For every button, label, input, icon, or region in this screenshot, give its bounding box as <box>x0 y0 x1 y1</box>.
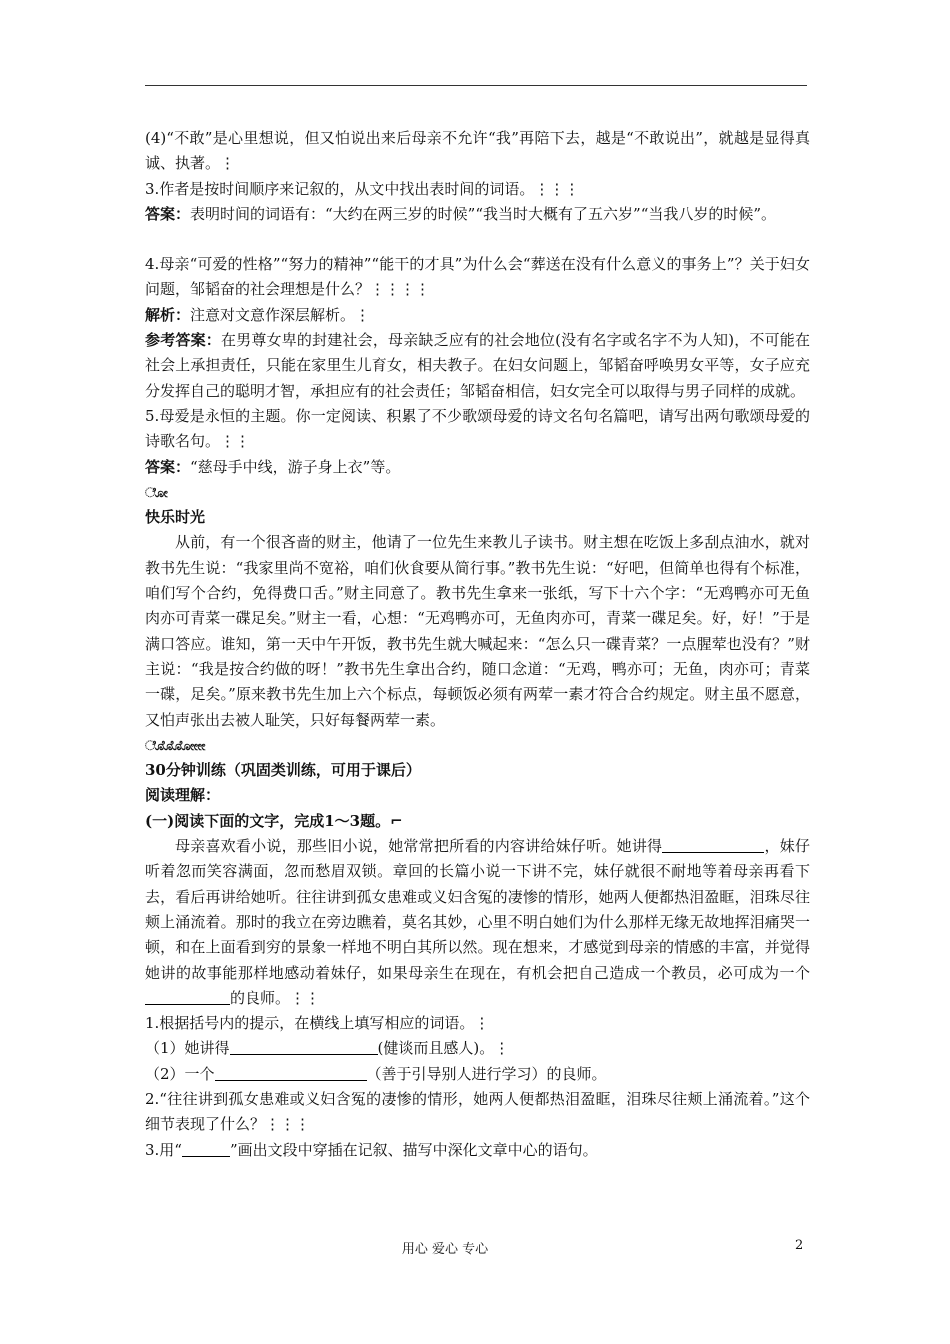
blank-line[interactable] <box>662 838 764 853</box>
reference-text: 在男尊女卑的封建社会，母亲缺乏应有的社会地位(没有名字或名字不为人知)，不可能在社会上承担责任，只能在家里生儿育女，相夫教子。在妇女问题上，邹韬奋呼唤男女平等，女子应充分发挥自己的聪明才智，承担应有的社会责任；邹韬奋相信，妇女完全可以取得与男子同样的成就。 <box>145 331 810 400</box>
footer-motto: 用心 爱心 专心 <box>401 1242 489 1257</box>
section-title-happy: 快乐时光 <box>145 508 206 527</box>
answer-label: 答案： <box>145 204 191 223</box>
analysis-4 <box>145 303 810 328</box>
question-4: 4.母亲“可爱的性格”“努力的精神”“能干的才具”为什么会“葬送在没有什么意义的事务上”？关于妇女问题，邹韬奋的社会理想是什么？⋮⋮⋮⋮ <box>145 255 810 299</box>
page-body <box>145 126 810 1163</box>
q3-item-4: (4)“不敢”是心里想说，但又怕说出来后母亲不允许“我”再陪下去，越是“不敢说出”，就越是显得真诚、执著。⋮ <box>145 129 810 173</box>
happy-story: 从前，有一个很吝啬的财主，他请了一位先生来教儿子读书。财主想在吃饭上多刮点油水，就对教书先生说：“我家里尚不宽裕，咱们伙食要从简行事。”教书先生说：“好吧，但简单也得有个标准，咱们写个合约，免得费口舌。”财主同意了。教书先生拿来一张纸，写下十六个字：“无鸡鸭亦可无鱼肉亦可青菜一碟足矣。”财主一看，心想：“无鸡鸭亦可，无鱼肉亦可，青菜一碟足矣。好，好！”于是满口答应。谁知，第一天中午开饭，教书先生就大喊起来：“怎么只一碟青菜？一点腥荤也没有？”财主说：“我是按合约做的呀！”教书先生拿出合约，随口念道：“无鸡，鸭亦可；无鱼，肉亦可；青菜一碟，足矣。”原来教书先生加上六个标点，每顿饭必须有两荤一素才符合合约规定。财主虽不愿意，又怕声张出去被人耻笑，只好每餐两荤一素。 <box>145 533 810 729</box>
part-1-heading: (一)阅读下面的文字，完成1～3题。⌐ <box>145 811 403 830</box>
answer-text: “慈母手中线，游子身上衣”等。 <box>190 457 401 476</box>
corner-mark-icon: ⌐ <box>390 811 403 830</box>
header-rule <box>145 85 807 86</box>
analysis-text: 注意对文意作深层解析。⋮ <box>190 305 371 324</box>
reference-label: 参考答案： <box>145 331 221 350</box>
blank-line[interactable] <box>230 1040 378 1055</box>
question-5: 5.母爱是永恒的主题。你一定阅读、积累了不少歌颂母爱的诗文名句名篇吧，请写出两句歌颂母爱的诗歌名句。⋮⋮ <box>145 406 810 451</box>
answer-text: 表明时间的词语有：“大约在两三岁的时候”“我当时大概有了五六岁”“当我八岁的时候”。 <box>190 204 777 223</box>
answer-label: 答案： <box>145 457 191 476</box>
section-title-training: 30分钟训练（巩固类训练，可用于课后） <box>145 761 421 780</box>
page-number: 2 <box>795 1238 804 1253</box>
question-3: 3.作者是按时间顺序来记叙的，从文中找出表时间的词语。⋮⋮⋮ <box>145 179 580 198</box>
blank-line[interactable] <box>145 990 230 1005</box>
blank-line[interactable] <box>215 1066 367 1081</box>
answer-3 <box>145 202 810 227</box>
exercise-1-2: （2）一个 （善于引导别人进行学习）的良师。 <box>145 1064 607 1083</box>
analysis-label: 解析： <box>145 305 191 324</box>
exercise-1-1: （1）她讲得 (健谈而且感人)。⋮ <box>145 1039 510 1058</box>
ornament-divider-2: ೋೋೋೋ <box>145 738 207 754</box>
reading-passage: 母亲喜欢看小说，那些旧小说，她常常把所看的内容讲给妹仔听。她讲得 ，妹仔听着忽而笑容满面，忽而愁眉双锁。章回的长篇小说一下讲不完，妹仔就很不耐地等着母亲再看下去，看后再讲给她听。往往讲到孤女患难或义妇含冤的凄惨的情形，她两人便都热泪盈眶，泪珠尽往颊上涌流着。那时的我立在旁边瞧着，莫名其妙，心里不明白她们为什么那样无缘无故地挥泪痛哭一顿，和在上面看到穷的景象一样地不明白其所以然。现在想来，才感觉到母亲的情感的丰富，并觉得她讲的故事能那样地感动着妹仔，如果母亲生在现在，有机会把自己造成一个教员，必可成为一个的良师。⋮⋮ <box>145 837 810 1007</box>
exercise-3: 3.用“ ”画出文段中穿插在记叙、描写中深化文章中心的语句。 <box>145 1140 598 1159</box>
exercise-2: 2.“往往讲到孤女患难或义妇含冤的凄惨的情形，她两人便都热泪盈眶，泪珠尽往颊上涌流着。”这个细节表现了什么？⋮⋮⋮ <box>145 1089 810 1134</box>
ornament-divider: ೋ <box>145 485 169 501</box>
reading-heading: 阅读理解： <box>145 786 221 805</box>
answer-5 <box>145 455 810 480</box>
exercise-1: 1.根据括号内的提示，在横线上填写相应的词语。⋮ <box>145 1014 490 1033</box>
reference-answer-4 <box>145 328 810 404</box>
blank-line <box>182 1142 230 1157</box>
